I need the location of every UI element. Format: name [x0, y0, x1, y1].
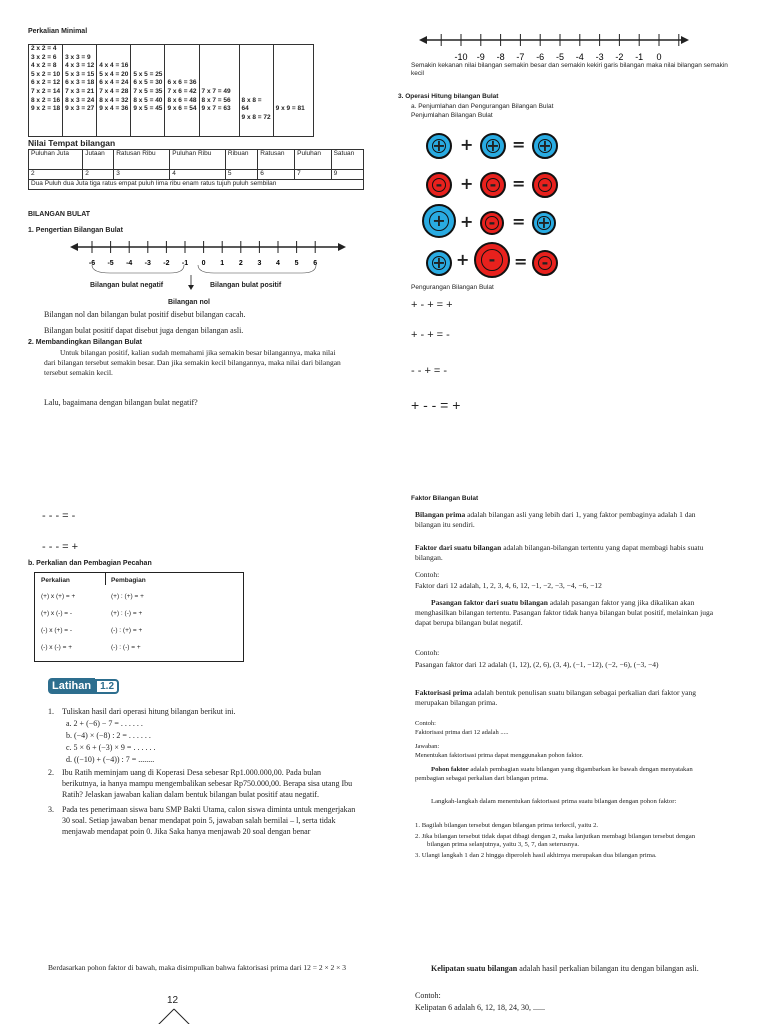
example: Kelipatan 6 adalah 6, 12, 18, 24, 30, ...... — [415, 1003, 545, 1012]
mult-entry: 9 x 5 = 45 — [133, 105, 163, 113]
tree-root: 12 — [167, 995, 179, 1006]
multiplication-rule: (+) x (+) = + — [41, 593, 76, 600]
definition-pohon — [415, 766, 715, 783]
tick-label: 0 — [656, 52, 662, 62]
q1-item: a. 2 + (−6) − 7 = . . . . . . — [66, 719, 143, 728]
equals-sign: = — [514, 252, 528, 271]
mult-col-7 — [199, 45, 239, 137]
mult-entry: 64 — [241, 105, 249, 113]
place-digit: 5 — [225, 170, 257, 180]
number-line-note: Semakin kekanan nilai bilangan semakin besar dan semakin kekiri garis bilangan maka nilai bilangan semakin kecil — [411, 62, 728, 77]
contoh-label: Contoh: — [415, 991, 441, 1000]
definition-faktor — [415, 543, 715, 563]
latihan-number: 1.2 — [95, 679, 119, 694]
tick-label: -6 — [536, 52, 545, 62]
example: Pasangan faktor dari 12 adalah (1, 12), (2, 6), (3, 4), (−1, −12), (−2, −6), (−3, −4) — [415, 660, 659, 669]
positive-label: Bilangan bulat positif — [210, 282, 282, 289]
definition-text: adalah pembagian suatu bilangan yang digambarkan ke bawah dengan menyatakan pembagian sebagai perkalian dari bilangan prima. — [415, 766, 693, 782]
mult-entry: 9 x 7 = 63 — [201, 105, 231, 113]
place-digit: 3 — [114, 170, 170, 180]
place-digit: 6 — [258, 170, 295, 180]
tick-label: -7 — [516, 52, 525, 62]
paragraph: Bilangan bulat positif dapat disebut juga dengan bilangan asli. — [44, 326, 244, 335]
question-1: Tuliskan hasil dari operasi hitung bilangan berikut ini. — [62, 707, 236, 716]
negative-circle-icon: - — [480, 211, 504, 235]
mult-entry: 9 x 9 = 81 — [275, 105, 305, 113]
sign-rule: - - - = + — [42, 541, 79, 553]
question-3: Pada tes penerimaan siswa baru SMP Bakti Utama, calon siswa diminta untuk mengerjakan 30 soal. Setiap jawaban benar mendapat poin 5, jawaban salah bernilai – l, serta tidak menjawab mendapat poin 0. Jika Saka hanya menjawab 20 soal dengan benar — [62, 805, 356, 836]
addition-title: Penjumlahan Bilangan Bulat — [411, 112, 493, 119]
negative-label: Bilangan bulat negatif — [90, 282, 164, 289]
sign-rule: + - - = + — [411, 397, 461, 413]
division-rule: (+) : (-) = + — [111, 610, 143, 617]
place-digit: 7 — [295, 170, 331, 180]
page-faktor — [394, 490, 748, 895]
division-header: Pembagian — [111, 577, 146, 584]
tick-label: -10 — [454, 52, 468, 62]
page-latihan — [20, 490, 374, 895]
jawaban-label: Jawaban: — [415, 743, 440, 750]
integer-number-line — [70, 235, 350, 315]
place-header: Jutaan — [83, 150, 114, 170]
q1-items — [66, 718, 358, 765]
definition-prima — [415, 510, 715, 530]
negative-circle-icon: - — [532, 172, 558, 198]
tick-label: -5 — [555, 52, 565, 62]
mult-col-4 — [97, 45, 131, 137]
mult-entry: 8 x 3 = 24 — [65, 96, 95, 104]
sign-rule: + - + = - — [411, 329, 450, 341]
term: Faktor dari suatu bilangan — [415, 543, 502, 552]
factor-tree-branches — [144, 1007, 204, 1024]
step-item: 2. Jika bilangan tersebut tidak dapat dibagi dengan 2, maka lanjutkan membagi bilangan tersebut dengan bilangan prima selanjutnya, yaitu 3, 5, 7, dan seterusnya. — [415, 832, 696, 848]
place-digit: 4 — [170, 170, 226, 180]
mult-entry: 6 x 5 = 30 — [133, 79, 163, 87]
definition-pasangan — [415, 598, 715, 628]
place-header: Satuan — [331, 150, 363, 170]
definition-text: adalah bentuk penulisan suatu bilangan sebagai perkalian dari faktor yang merupakan bilangan prima. — [415, 688, 696, 707]
page-title: Perkalian Minimal — [28, 28, 88, 35]
tick-label: -3 — [595, 52, 604, 62]
multiplication-rule: (-) x (+) = - — [41, 627, 73, 634]
sign-rules-box — [34, 572, 244, 662]
latihan-label: Latihan — [48, 678, 95, 694]
page-kelipatan — [394, 955, 748, 1024]
term: Bilangan prima — [415, 510, 466, 519]
term: Pohon faktor — [431, 766, 469, 773]
tick-label: -4 — [575, 52, 584, 62]
mult-entry: 5 x 2 = 10 — [31, 70, 61, 78]
place-value-words: Dua Puluh dua Juta tiga ratus empat puluh lima ribu enam ratus tujuh puluh sembilan — [29, 180, 364, 190]
mult-entry: 4 x 4 = 16 — [99, 62, 129, 70]
mult-entry: 7 x 2 = 14 — [31, 87, 61, 95]
question-number: 1. — [48, 707, 54, 716]
contoh-label: Contoh: — [415, 720, 436, 727]
place-value-headers — [29, 150, 364, 170]
mult-entry: 8 x 2 = 16 — [31, 96, 61, 104]
tick-label: 0 — [201, 260, 206, 267]
subsection-2: 2. Membandingkan Bilangan Bulat — [28, 339, 142, 346]
positive-circle-icon: + — [532, 211, 556, 235]
exercise-list — [48, 706, 358, 837]
page-perkalian — [20, 20, 374, 415]
mult-entry: 8 x 4 = 32 — [99, 96, 129, 104]
mult-entry: 6 x 6 = 36 — [167, 79, 197, 87]
negative-circle-icon: - — [532, 250, 558, 276]
multiplication-rule: (+) x (-) = - — [41, 610, 73, 617]
mult-col-6 — [165, 45, 199, 137]
mult-entry: 3 x 3 = 9 — [65, 53, 91, 61]
positive-circle-icon: + — [426, 133, 452, 159]
multiplication-rule: (-) x (-) = + — [41, 644, 73, 651]
mult-entry: 7 x 4 = 28 — [99, 87, 129, 95]
definition-faktorisasi — [415, 688, 715, 708]
mult-entry: 3 x 2 = 6 — [31, 53, 57, 61]
place-digit: 9 — [331, 170, 363, 180]
tick-label: 2 — [238, 260, 243, 267]
tick-label: -3 — [144, 260, 151, 267]
steps-list — [415, 822, 715, 862]
subsection-1: 1. Pengertian Bilangan Bulat — [28, 227, 123, 234]
mult-entry: 7 x 3 = 21 — [65, 87, 95, 95]
box-divider — [105, 573, 106, 585]
mult-entry: 5 x 5 = 25 — [133, 70, 163, 78]
mult-entry: 9 x 2 = 18 — [31, 105, 61, 113]
definition-text: adalah bilangan-bilangan tertentu yang dapat membagi habis suatu bilangan. — [415, 543, 704, 562]
tick-label: -5 — [107, 260, 114, 267]
tick-label: -1 — [635, 52, 644, 62]
mult-entry: 9 x 3 = 27 — [65, 105, 95, 113]
place-header: Ratusan Ribu — [114, 150, 170, 170]
equals-sign: = — [512, 212, 526, 231]
place-digit: 2 — [83, 170, 114, 180]
mult-entry: 9 x 8 = 72 — [241, 113, 271, 121]
place-header: Puluhan Ribu — [170, 150, 226, 170]
step-item: 1. Bagilah bilangan tersebut dengan bilangan prima terkecil, yaitu 2. — [415, 822, 599, 829]
definition-text: adalah hasil perkalian bilangan itu dengan bilangan asli. — [517, 964, 699, 973]
mult-entry: 8 x 8 = — [241, 96, 262, 104]
jawaban-text: Menentukan faktorisasi prima dapat menggunakan pohon faktor. — [415, 752, 584, 759]
subtraction-title: Pengurangan Bilangan Bulat — [411, 284, 494, 291]
conclusion-text: Berdasarkan pohon faktor di bawah, maka disimpulkan bahwa faktorisasi prima dari 12 = 2 × 2 × 3 — [48, 963, 347, 972]
paragraph: Lalu, bagaimana dengan bilangan bulat negatif? — [44, 398, 198, 407]
paragraph: Untuk bilangan positif, kalian sudah memahami jika semakin besar bilangannya, maka nilai dari bilangan tersebut semakin besar. Dan jika semakin kecil bilangannya, maka nilai dari bilangan tersebut semakin kecil. — [44, 348, 341, 377]
mult-entry: 8 x 7 = 56 — [201, 96, 231, 104]
division-rule: (-) : (+) = + — [111, 627, 143, 634]
tick-label: -2 — [615, 52, 624, 62]
mult-entry: 6 x 4 = 24 — [99, 79, 129, 87]
tick-label: 6 — [313, 260, 318, 267]
equals-sign: = — [512, 174, 526, 193]
latihan-badge — [48, 677, 119, 695]
positive-circle-icon: + — [532, 133, 558, 159]
example: Faktor dari 12 adalah, 1, 2, 3, 4, 6, 12, −1, −2, −3, −4, −6, −12 — [415, 581, 602, 590]
definition-kelipatan — [415, 963, 715, 974]
step-item: 3. Ulangi langkah 1 dan 2 hingga diperoleh hasil akhirnya merupakan dua bilangan prima. — [415, 851, 657, 859]
tick-label: -2 — [163, 260, 170, 267]
place-header: Ribuan — [225, 150, 257, 170]
division-rules — [111, 593, 175, 661]
mult-entry: 7 x 5 = 35 — [133, 87, 163, 95]
large-positive-circle-icon: + — [422, 204, 456, 238]
mult-entry: 5 x 4 = 20 — [99, 70, 129, 78]
tick-label: 5 — [294, 260, 299, 267]
mult-entry: 8 x 6 = 48 — [167, 96, 197, 104]
term: Pasangan faktor dari suatu bilangan — [431, 598, 548, 607]
subsection-3: 3. Operasi Hitung bilangan Bulat — [398, 93, 499, 100]
negative-circle-icon: - — [480, 172, 506, 198]
plus-sign: + — [456, 250, 470, 269]
mult-entry: 4 x 3 = 12 — [65, 62, 95, 70]
tick-label: -6 — [88, 260, 96, 267]
mult-entry: 7 x 7 = 49 — [201, 88, 231, 95]
paragraph: Bilangan nol dan bilangan bulat positif disebut bilangan cacah. — [44, 310, 246, 319]
tick-label: 1 — [220, 260, 225, 267]
mult-entry: 6 x 2 = 12 — [31, 79, 61, 87]
plus-sign: + — [460, 212, 474, 231]
mult-entry: 4 x 2 = 8 — [31, 62, 57, 70]
q1-item: c. 5 × 6 + (−3) × 9 = . . . . . . — [66, 743, 156, 752]
sign-rule: + - + = + — [411, 299, 453, 311]
question-2: Ibu Ratih meminjam uang di Koperasi Desa sebesar Rp1.000.000,00. Pada bulan berikutnya, ia hanya mampu mengembalikan sebesar Rp750.000,00. Berapa sisa utang Ibu Ratih? Jelaskan jawaban kalian dalam bentuk bilangan bulat positif atau negatif. — [62, 768, 353, 799]
positive-circle-icon: + — [480, 133, 506, 159]
mult-col-9 — [273, 45, 313, 137]
large-negative-circle-icon: - — [474, 242, 510, 278]
section-title: BILANGAN BULAT — [28, 211, 91, 218]
multiplication-rules — [41, 593, 105, 661]
sign-rule: - - - = - — [42, 510, 76, 522]
negative-circle-icon: - — [426, 172, 452, 198]
page-pohon-faktor — [20, 955, 374, 1024]
q1-item: d. ((−10) + (−4)) : 7 = ........ — [66, 755, 155, 764]
tick-label: -1 — [181, 260, 189, 267]
multiplication-header: Perkalian — [41, 577, 70, 584]
mult-entry: 8 x 5 = 40 — [133, 96, 163, 104]
mult-entry: 6 x 3 = 18 — [65, 79, 95, 87]
mult-entry: 9 x 4 = 36 — [99, 105, 129, 113]
term: Kelipatan suatu bilangan — [431, 964, 518, 973]
positive-circle-icon: + — [426, 250, 452, 276]
plus-sign: + — [460, 135, 474, 154]
zero-label: Bilangan nol — [168, 299, 210, 306]
subsection-3a: a. Penjumlahan dan Pengurangan Bilangan Bulat — [411, 103, 554, 110]
place-digit: 2 — [29, 170, 83, 180]
sign-rule: - - + = - — [411, 365, 448, 377]
division-rule: (+) : (+) = + — [111, 593, 144, 600]
mult-col-5 — [131, 45, 165, 137]
mult-entry: 9 x 6 = 54 — [167, 105, 197, 113]
place-value-title: Nilai Tempat bilangan — [28, 138, 116, 148]
tick-label: -8 — [496, 52, 505, 62]
contoh-label: Contoh: — [415, 570, 440, 579]
page-operasi — [394, 20, 748, 415]
term: Faktorisasi prima — [415, 688, 473, 697]
mult-col-8 — [239, 45, 273, 137]
page-title: Faktor Bilangan Bulat — [411, 495, 479, 502]
tick-label: 4 — [276, 260, 280, 267]
place-header: Puluhan Juta — [29, 150, 83, 170]
definition-text: adalah pasangan faktor yang jika dikalikan akan menghasilkan bilangan tertentu. Pasangan faktor tidak hanya bilangan bulat positif, melainkan juga dapat berupa bilangan bulat negatif. — [415, 598, 714, 627]
subsection-b: b. Perkalian dan Pembagian Pecahan — [28, 560, 152, 567]
q1-item: b. (−4) × (−8) : 2 = . . . . . . — [66, 731, 151, 740]
mult-entry: 5 x 3 = 15 — [65, 70, 95, 78]
definition-text: adalah bilangan asli yang lebih dari 1, yang faktor pembaginya adalah 1 dan bilangan itu sendiri. — [415, 510, 696, 529]
example-question: Faktorisasi prima dari 12 adalah ..... — [415, 729, 509, 736]
mult-col-3 — [63, 45, 97, 137]
division-rule: (-) : (-) = + — [111, 644, 141, 651]
place-value-digits — [29, 170, 364, 180]
question-number: 3. — [48, 805, 54, 814]
equals-sign: = — [512, 135, 526, 154]
tick-label: -9 — [476, 52, 485, 62]
plus-sign: + — [460, 174, 474, 193]
tick-label: -4 — [126, 260, 133, 267]
mult-entry: 7 x 6 = 42 — [167, 87, 197, 95]
langkah-intro: Langkah-langkah dalam menentukan faktorisasi prima suatu bilangan dengan pohon faktor: — [431, 798, 677, 805]
multiplication-table — [28, 44, 314, 137]
tick-label: 3 — [257, 260, 262, 267]
place-header: Puluhan — [295, 150, 331, 170]
contoh-label: Contoh: — [415, 648, 440, 657]
mult-col-2 — [29, 45, 63, 137]
place-header: Ratusan — [258, 150, 295, 170]
mult-entry: 2 x 2 = 4 — [31, 45, 57, 52]
place-value-table — [28, 149, 364, 190]
question-number: 2. — [48, 768, 54, 777]
